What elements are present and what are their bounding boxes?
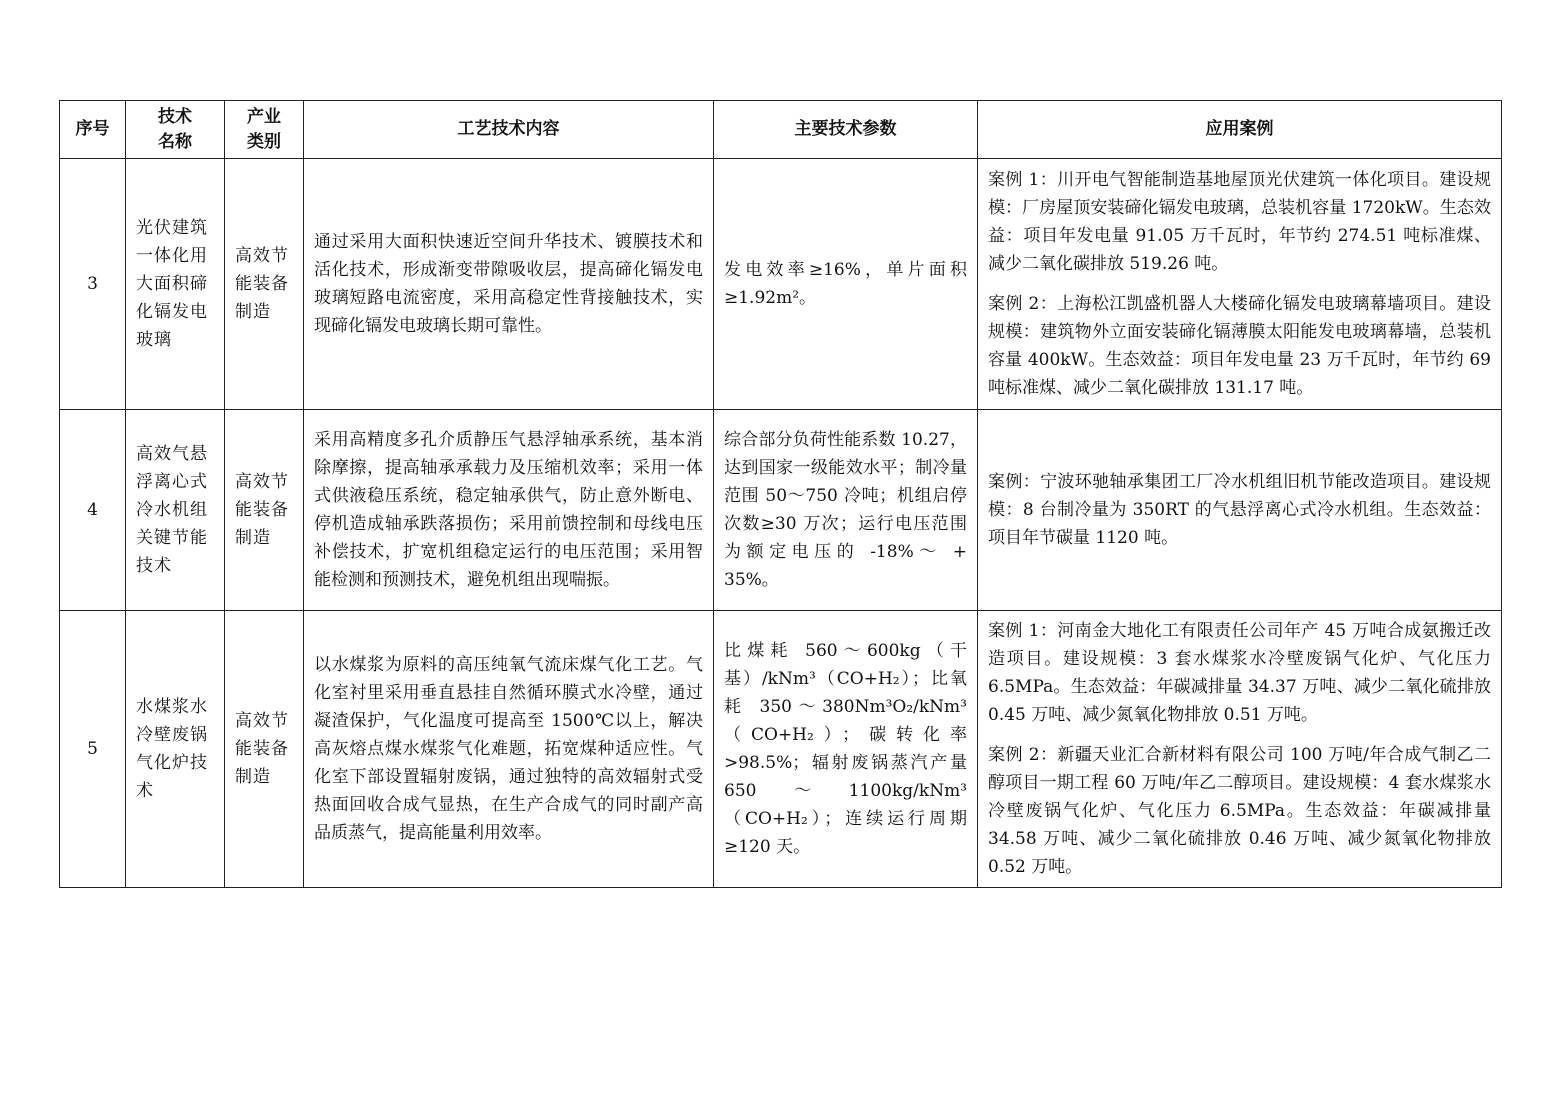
case-item: 案例 2：上海松江凯盛机器人大楼碲化镉发电玻璃幕墙项目。建设规模：建筑物外立面安装碲化镉薄膜太阳能发电玻璃幕墙，总装机容量 400kW。生态效益：项目年发电量 23 万千瓦时，年节约 69 吨标准煤、减少二氧化碳排放 131.17 吨。 — [988, 294, 1491, 398]
header-process: 工艺技术内容 — [304, 101, 714, 159]
header-name-text: 技术名称 — [158, 106, 192, 152]
header-cases: 应用案例 — [978, 101, 1502, 159]
tech-name: 水煤浆水冷壁废锅气化炉技术 — [126, 611, 225, 888]
process-content: 以水煤浆为原料的高压纯氧气流床煤气化工艺。气化室衬里采用垂直悬挂自然循环膜式水冷壁，通过凝渣保护，气化温度可提高至 1500℃以上，解决高灰熔点煤水煤浆气化难题，拓宽煤种适应性。气化室下部设置辐射废锅，通过独特的高效辐射式受热面回收合成气显热，在生产合成气的同时副产高品质蒸气，提高能量利用效率。 — [304, 611, 714, 888]
table-header-row — [60, 101, 1502, 159]
tech-params: 比煤耗 560～600kg（干基）/kNm³（CO+H₂）；比氧耗 350～380Nm³O₂/kNm³（CO+H₂）；碳转化率>98.5%；辐射废锅蒸汽产量 650～1100kg/kNm³（CO+H₂）；连续运行周期≥120 天。 — [714, 611, 978, 888]
case-item: 案例 2：新疆天业汇合新材料有限公司 100 万吨/年合成气制乙二醇项目一期工程 60 万吨/年乙二醇项目。建设规模：4 套水煤浆水冷壁废锅气化炉、气化压力 6.5MPa。生态效益：年碳减排量 34.58 万吨、减少二氧化硫排放 0.46 万吨、减少氮氧化物排放 0.52 万吨。 — [988, 745, 1491, 877]
tech-name: 光伏建筑一体化用大面积碲化镉发电玻璃 — [126, 159, 225, 410]
header-category-text: 产业类别 — [247, 106, 281, 152]
tech-params: 综合部分负荷性能系数 10.27，达到国家一级能效水平；制冷量范围 50～750 冷吨；机组启停次数≥30 万次；运行电压范围为额定电压的 -18%～ + 35%。 — [714, 410, 978, 611]
industry-category: 高效节能装备制造 — [225, 611, 304, 888]
header-params: 主要技术参数 — [714, 101, 978, 159]
header-category — [225, 101, 304, 159]
technology-table — [59, 100, 1502, 888]
process-content: 通过采用大面积快速近空间升华技术、镀膜技术和活化技术，形成渐变带隙吸收层，提高碲化镉发电玻璃短路电流密度，采用高稳定性背接触技术，实现碲化镉发电玻璃长期可靠性。 — [304, 159, 714, 410]
application-cases — [978, 410, 1502, 611]
table-row — [60, 410, 1502, 611]
table-row — [60, 159, 1502, 410]
tech-name: 高效气悬浮离心式冷水机组关键节能技术 — [126, 410, 225, 611]
industry-category: 高效节能装备制造 — [225, 159, 304, 410]
tech-params: 发电效率≥16%，单片面积≥1.92m²。 — [714, 159, 978, 410]
case-item: 案例 1：川开电气智能制造基地屋顶光伏建筑一体化项目。建设规模：厂房屋顶安装碲化镉发电玻璃，总装机容量 1720kW。生态效益：项目年发电量 91.05 万千瓦时，年节约 274.51 吨标准煤、减少二氧化碳排放 519.26 吨。 — [988, 170, 1491, 274]
case-item: 案例 1：河南金大地化工有限责任公司年产 45 万吨合成氨搬迁改造项目。建设规模：3 套水煤浆水冷壁废锅气化炉、气化压力 6.5MPa。生态效益：年碳减排量 34.37 万吨、减少二氧化硫排放 0.45 万吨、减少氮氧化物排放 0.51 万吨。 — [988, 621, 1491, 725]
header-num: 序号 — [60, 101, 126, 159]
application-cases — [978, 159, 1502, 410]
table-row — [60, 611, 1502, 888]
row-number: 5 — [60, 611, 126, 888]
industry-category: 高效节能装备制造 — [225, 410, 304, 611]
case-item: 案例：宁波环驰轴承集团工厂冷水机组旧机节能改造项目。建设规模：8 台制冷量为 350RT 的气悬浮离心式冷水机组。生态效益：项目年节碳量 1120 吨。 — [988, 472, 1491, 548]
process-content: 采用高精度多孔介质静压气悬浮轴承系统，基本消除摩擦，提高轴承承载力及压缩机效率；采用一体式供液稳压系统，稳定轴承供气，防止意外断电、停机造成轴承跌落损伤；采用前馈控制和母线电压补偿技术，扩宽机组稳定运行的电压范围；采用智能检测和预测技术，避免机组出现喘振。 — [304, 410, 714, 611]
header-name — [126, 101, 225, 159]
application-cases — [978, 611, 1502, 888]
row-number: 3 — [60, 159, 126, 410]
row-number: 4 — [60, 410, 126, 611]
